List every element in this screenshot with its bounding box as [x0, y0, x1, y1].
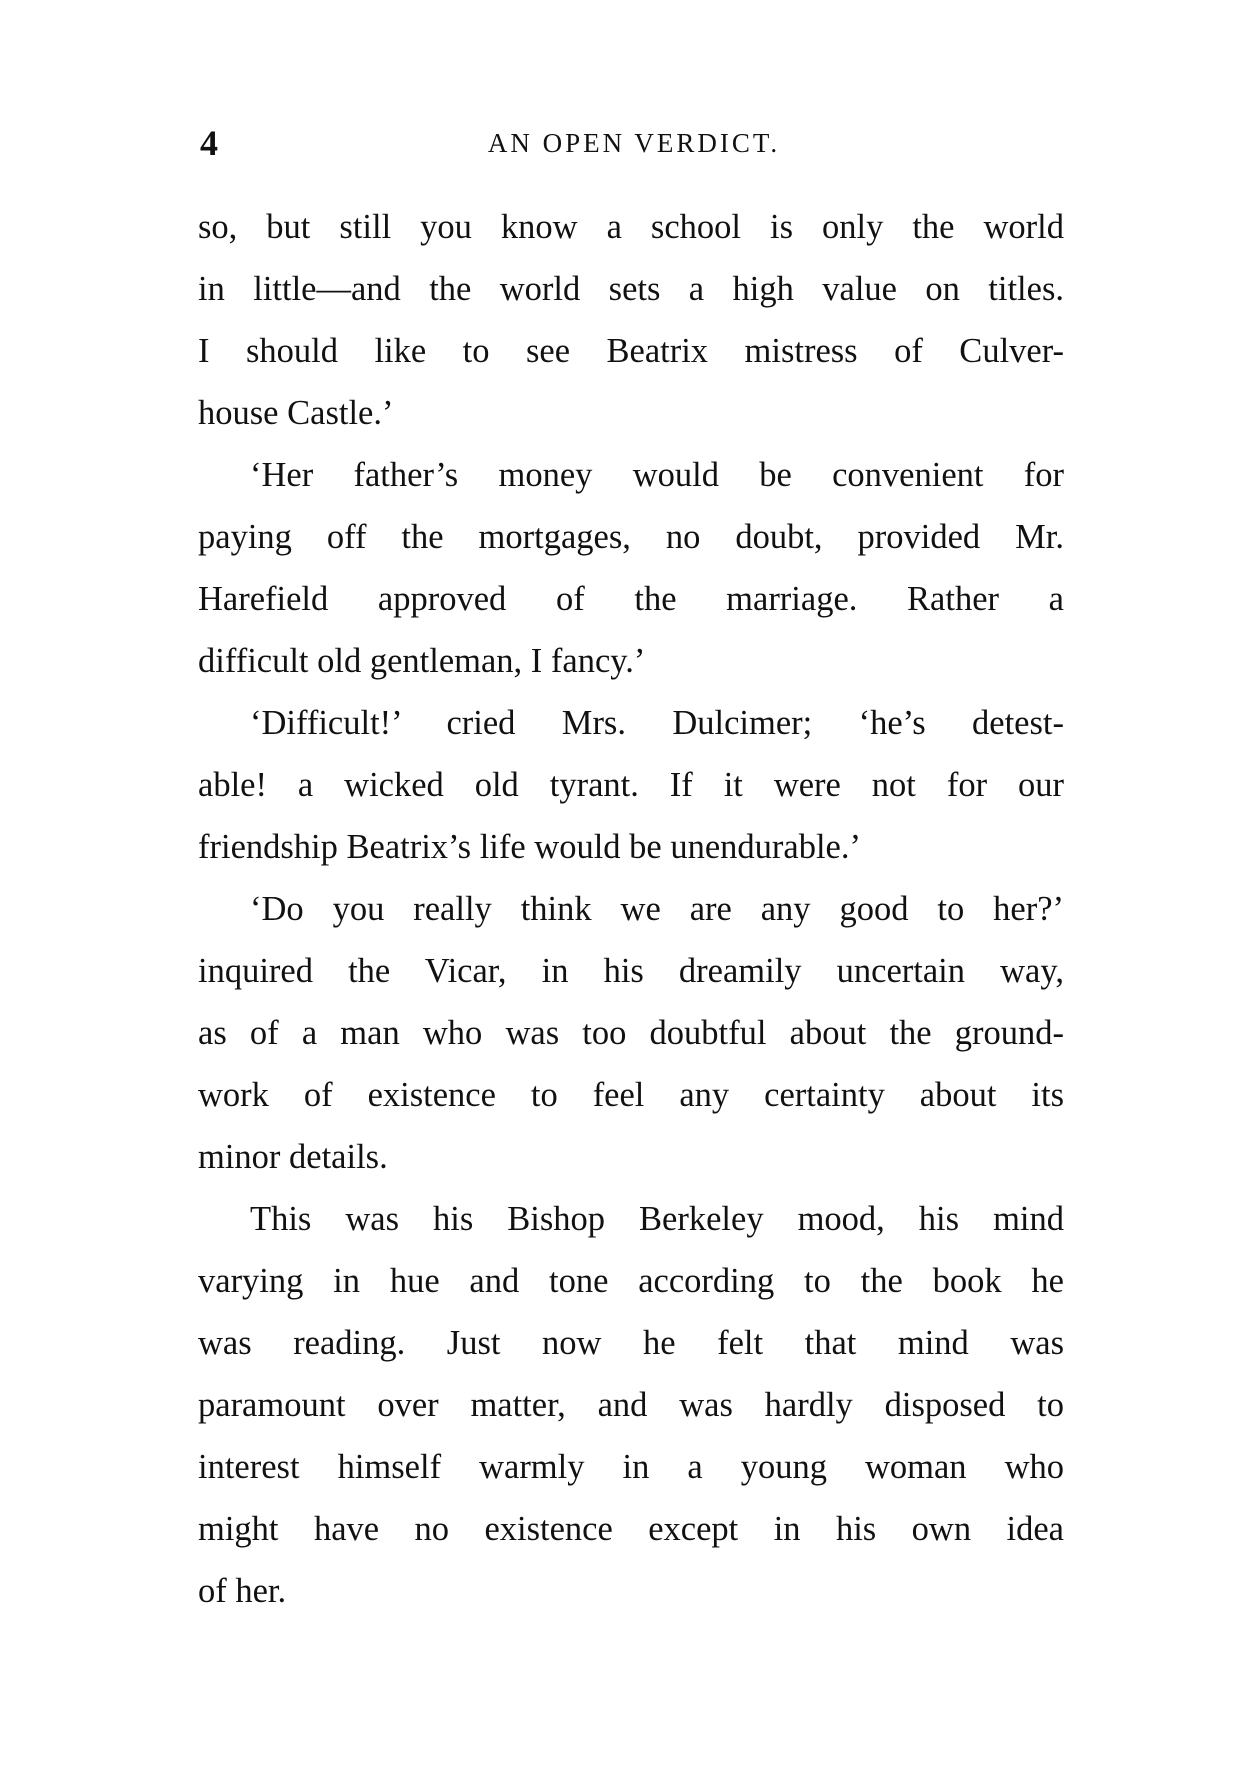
text-line: minor details.	[198, 1138, 388, 1176]
text-line: of her.	[198, 1572, 287, 1610]
text-line: house Castle.’	[198, 394, 394, 432]
text-line: friendship Beatrix’s life would be unendurable.’	[198, 828, 861, 866]
text-line: This was his Bishop Berkeley mood, his mind	[250, 1200, 1064, 1238]
text-line: as of a man who was too doubtful about the ground-	[198, 1014, 1064, 1052]
running-head	[200, 118, 1068, 168]
paragraph	[198, 444, 1064, 692]
text-line: interest himself warmly in a young woman who	[198, 1448, 1064, 1486]
text-line: ‘Difficult!’ cried Mrs. Dulcimer; ‘he’s detest-	[250, 704, 1064, 742]
body-text	[198, 196, 1064, 1622]
text-line: was reading. Just now he felt that mind was	[198, 1324, 1064, 1362]
page-number: 4	[200, 123, 218, 163]
text-line: inquired the Vicar, in his dreamily uncertain way,	[198, 952, 1064, 990]
text-line: able! a wicked old tyrant. If it were not for our	[198, 766, 1064, 804]
paragraph	[198, 1188, 1064, 1622]
text-line: ‘Her father’s money would be convenient for	[250, 456, 1064, 494]
paragraph	[198, 878, 1064, 1188]
paragraph	[198, 692, 1064, 878]
text-line: paramount over matter, and was hardly disposed to	[198, 1386, 1064, 1424]
text-line: paying off the mortgages, no doubt, provided Mr.	[198, 518, 1064, 556]
text-line: difficult old gentleman, I fancy.’	[198, 642, 646, 680]
text-line: Harefield approved of the marriage. Rather a	[198, 580, 1064, 618]
text-line: in little—and the world sets a high value on titles.	[198, 270, 1064, 308]
text-line: might have no existence except in his own idea	[198, 1510, 1064, 1548]
running-title: AN OPEN VERDICT.	[487, 128, 781, 158]
text-line: varying in hue and tone according to the book he	[198, 1262, 1064, 1300]
text-line: I should like to see Beatrix mistress of Culver-	[198, 332, 1064, 370]
paragraph	[198, 196, 1064, 444]
text-line: work of existence to feel any certainty about its	[198, 1076, 1064, 1114]
text-line: ‘Do you really think we are any good to her?’	[250, 890, 1064, 928]
text-line: so, but still you know a school is only the world	[198, 208, 1064, 246]
